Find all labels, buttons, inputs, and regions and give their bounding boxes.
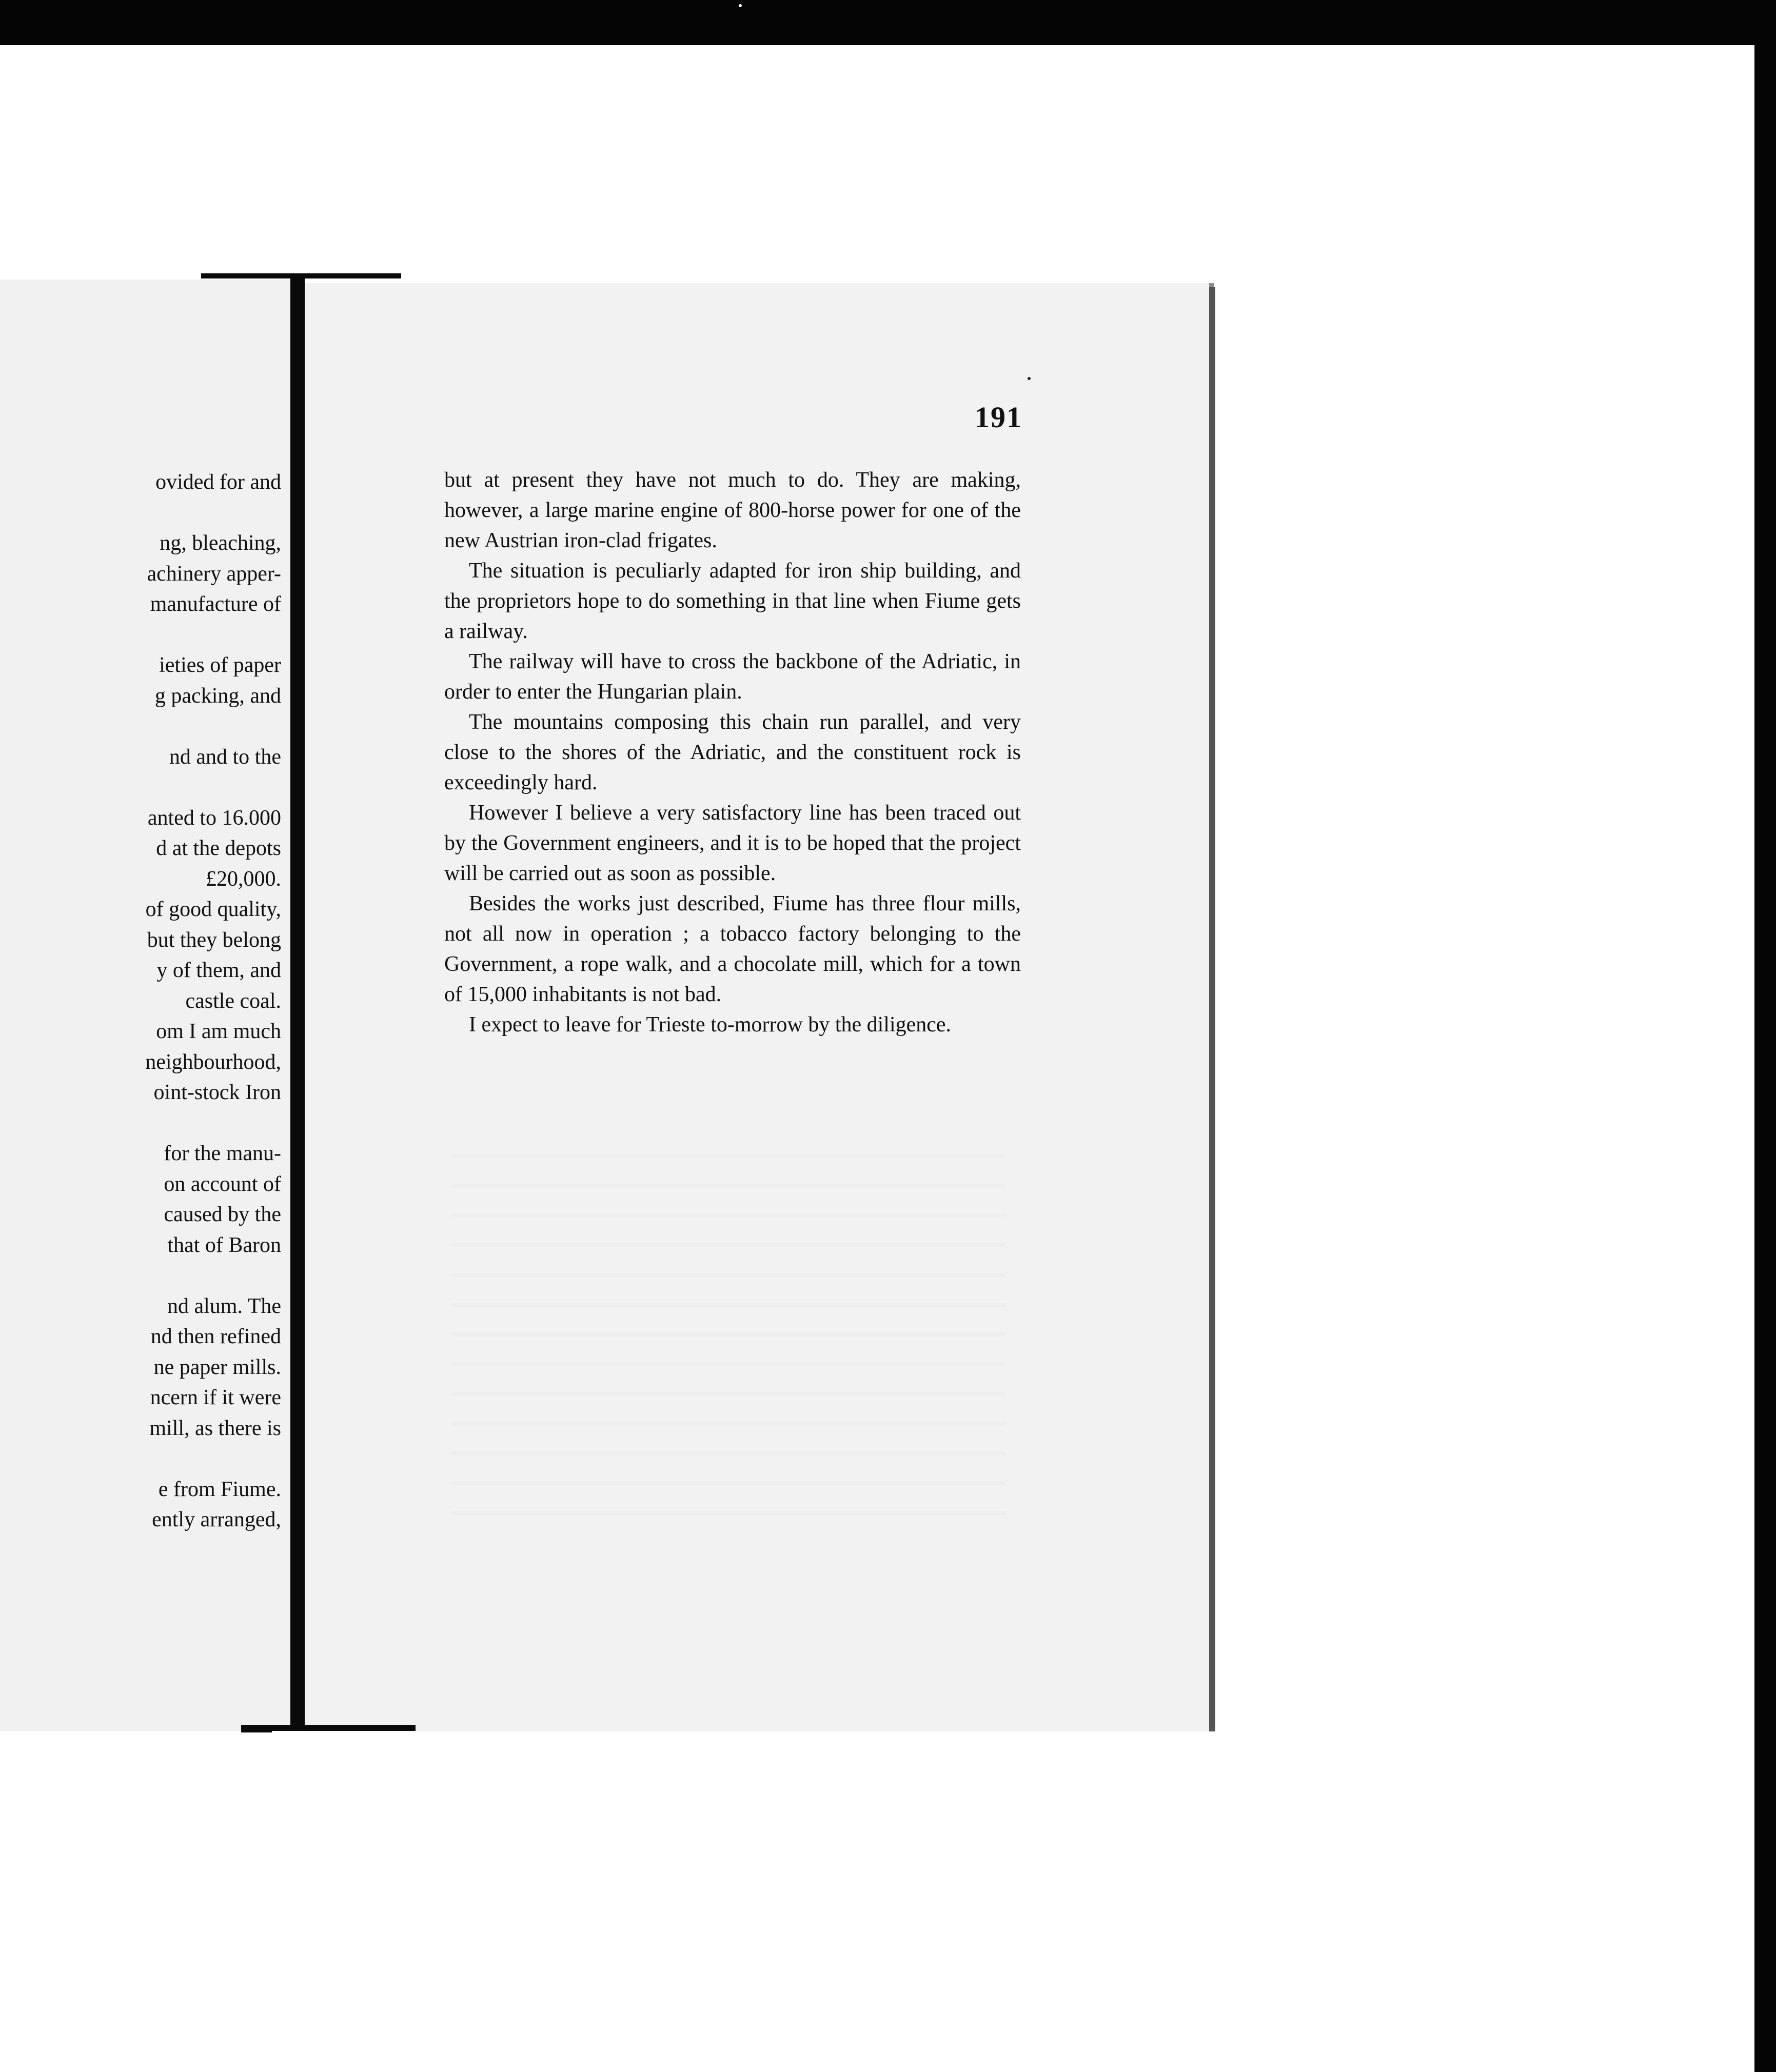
page-number: 191: [975, 401, 1022, 434]
gutter-bottom-tick: [241, 1730, 272, 1732]
paragraph: I expect to leave for Trieste to-morrow by the diligence.: [469, 1013, 952, 1037]
page-edge-shadow: [1209, 287, 1215, 1731]
speck: [1028, 377, 1031, 380]
paragraph: The railway will have to cross the backbone of the Adriatic, in order to enter the Hungarian plain.: [444, 650, 1021, 704]
left-page-line: g packing, and: [154, 684, 281, 708]
left-page-line: castle coal.: [185, 989, 281, 1013]
scan-top-border: [0, 0, 1776, 45]
left-page-line: d at the depots: [156, 836, 281, 860]
speck: [739, 4, 742, 7]
left-page-line: caused by the: [164, 1203, 281, 1226]
left-page-line: £20,000.: [206, 867, 281, 891]
left-page-line: mill, as there is: [149, 1416, 281, 1440]
left-facing-page: [0, 280, 291, 1731]
body-text: [444, 465, 1021, 1040]
left-page-line: ieties of paper: [159, 653, 281, 677]
left-page-line: neighbourhood,: [145, 1050, 281, 1074]
paragraph: However I believe a very satisfactory line has been traced out by the Government engineers, and it is to be hoped that the project will be carried out as soon as possible.: [444, 801, 1021, 885]
left-page-line: om I am much: [156, 1020, 281, 1043]
paragraph: but at present they have not much to do. They are making, however, a large marine engine of 800-horse power for one of the new Austrian iron-clad frigates.: [444, 468, 1021, 552]
left-page-line: of good quality,: [145, 898, 281, 921]
paragraph: Besides the works just described, Fiume has three flour mills, not all now in operation ; a tobacco factory belonging to the Government, a rope walk, and a chocolate mill, which for a town of 15,000 inhabitants is not bad.: [444, 892, 1021, 1006]
left-page-line: y of them, and: [156, 959, 281, 982]
left-page-line: oint-stock Iron: [153, 1081, 281, 1104]
left-page-line: ncern if it were: [150, 1386, 281, 1409]
left-page-line: on account of: [164, 1172, 281, 1196]
left-page-line: anted to 16.000: [147, 806, 281, 830]
left-page-line: that of Baron: [167, 1233, 281, 1257]
left-page-line: but they belong: [147, 928, 281, 952]
left-page-line: ovided for and: [155, 470, 281, 494]
left-page-line: e from Fiume.: [158, 1477, 281, 1501]
left-page-line: ne paper mills.: [153, 1355, 281, 1379]
left-page-line: nd then refined: [150, 1325, 281, 1348]
left-page-line: ng, bleaching,: [160, 531, 281, 555]
left-page-line: manufacture of: [150, 592, 281, 616]
bleed-through-shadow: [451, 1128, 1005, 1539]
left-page-line: ently arranged,: [152, 1508, 281, 1531]
paragraph: The mountains composing this chain run parallel, and very close to the shores of the Adriatic, and the constituent rock is exceedingly hard.: [444, 710, 1021, 794]
paragraph: The situation is peculiarly adapted for iron ship building, and the proprietors hope to do something in that line when Fiume gets a railway.: [444, 559, 1021, 643]
binding-gutter: [290, 273, 305, 1730]
scan-right-border: [1754, 45, 1776, 2072]
left-page-line: nd alum. The: [167, 1294, 281, 1318]
left-page-line: achinery apper-: [147, 562, 281, 586]
left-page-line: for the manu-: [164, 1142, 281, 1165]
left-page-line: nd and to the: [169, 745, 281, 769]
